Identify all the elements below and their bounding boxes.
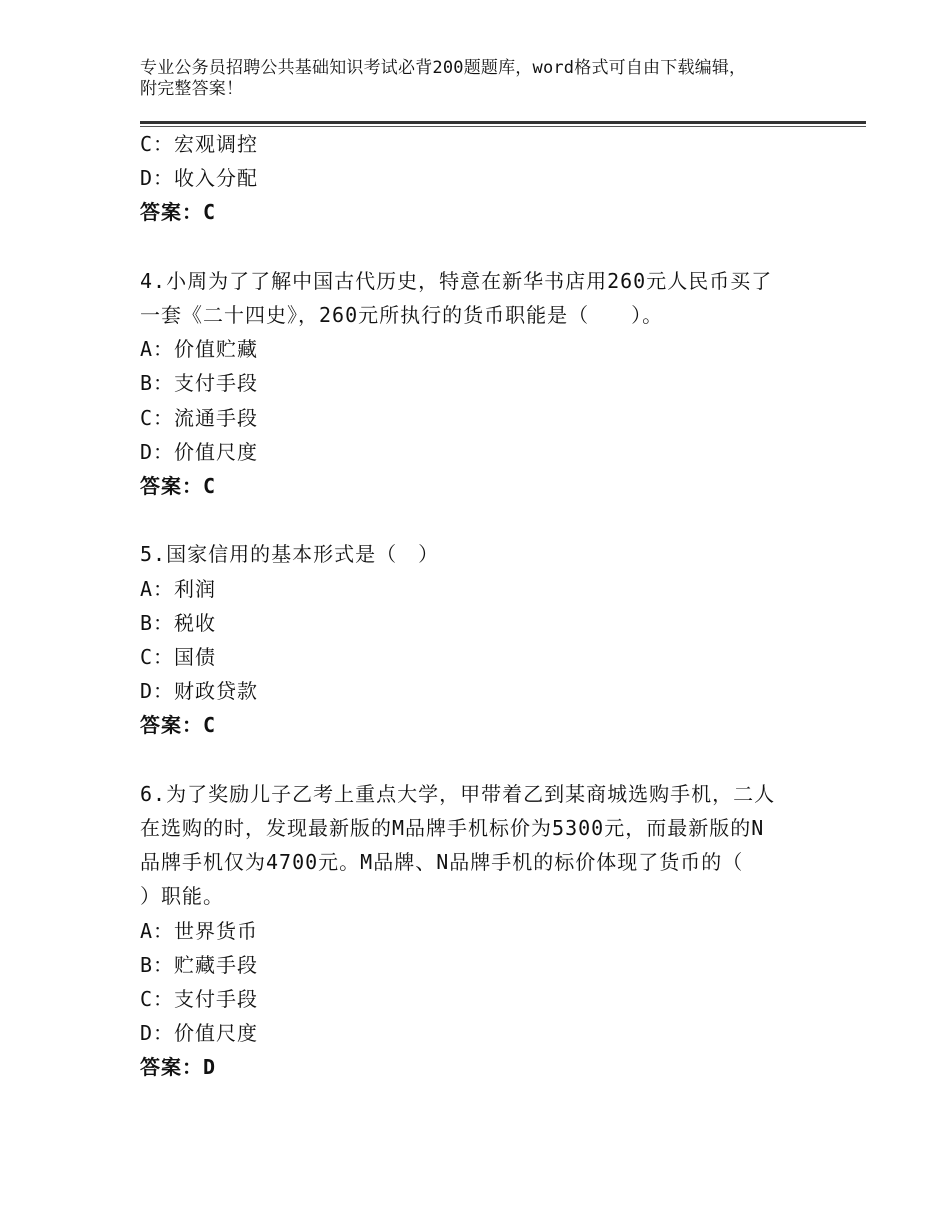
- option-c: C：支付手段: [140, 987, 259, 1012]
- answer-label: 答案：C: [140, 200, 217, 225]
- answer-label: 答案：C: [140, 713, 217, 738]
- answer-label: 答案：C: [140, 474, 217, 499]
- page-header: [140, 58, 820, 100]
- option-a: A：世界货币: [140, 918, 259, 943]
- spacer: [140, 503, 820, 537]
- option-c: C：流通手段: [140, 405, 259, 430]
- question-stem: 6.为了奖励儿子乙考上重点大学，甲带着乙到某商城选购手机，二人: [140, 781, 776, 806]
- option-a: A：价值贮藏: [140, 337, 259, 362]
- question-block-4: [140, 264, 820, 503]
- question-block-6: [140, 777, 820, 1085]
- prev-question-block: [140, 127, 820, 230]
- option-d: D：价值尺度: [140, 439, 259, 464]
- question-stem: 一套《二十四史》，260元所执行的货币职能是（ ）。: [140, 303, 664, 327]
- option-c: C：宏观调控: [140, 132, 259, 156]
- spacer: [140, 743, 820, 777]
- option-d: D：财政贷款: [140, 679, 259, 704]
- option-b: B：贮藏手段: [140, 952, 259, 977]
- header-line-1: 专业公务员招聘公共基础知识考试必背200题题库，word格式可自由下载编辑，: [140, 58, 747, 78]
- question-stem: ）职能。: [140, 884, 224, 909]
- question-content: [140, 127, 820, 1085]
- header-line-2: 附完整答案！: [140, 79, 244, 99]
- question-stem: 4.小周为了了解中国古代历史，特意在新华书店用260元人民币买了: [140, 268, 773, 293]
- answer-label: 答案：D: [140, 1055, 217, 1080]
- question-stem: 品牌手机仅为4700元。M品牌、N品牌手机的标价体现了货币的（: [140, 850, 744, 875]
- question-stem: 5.国家信用的基本形式是（ ）: [140, 542, 440, 567]
- spacer: [140, 230, 820, 264]
- question-block-5: [140, 537, 820, 742]
- option-b: B：支付手段: [140, 371, 259, 396]
- option-b: B：税收: [140, 610, 217, 635]
- option-c: C：国债: [140, 645, 217, 670]
- option-d: D：收入分配: [140, 166, 259, 191]
- option-d: D：价值尺度: [140, 1021, 259, 1046]
- question-stem: 在选购的时，发现最新版的M品牌手机标价为5300元，而最新版的N: [140, 816, 765, 841]
- option-a: A：利润: [140, 576, 217, 601]
- header-rule-thick: [140, 121, 866, 124]
